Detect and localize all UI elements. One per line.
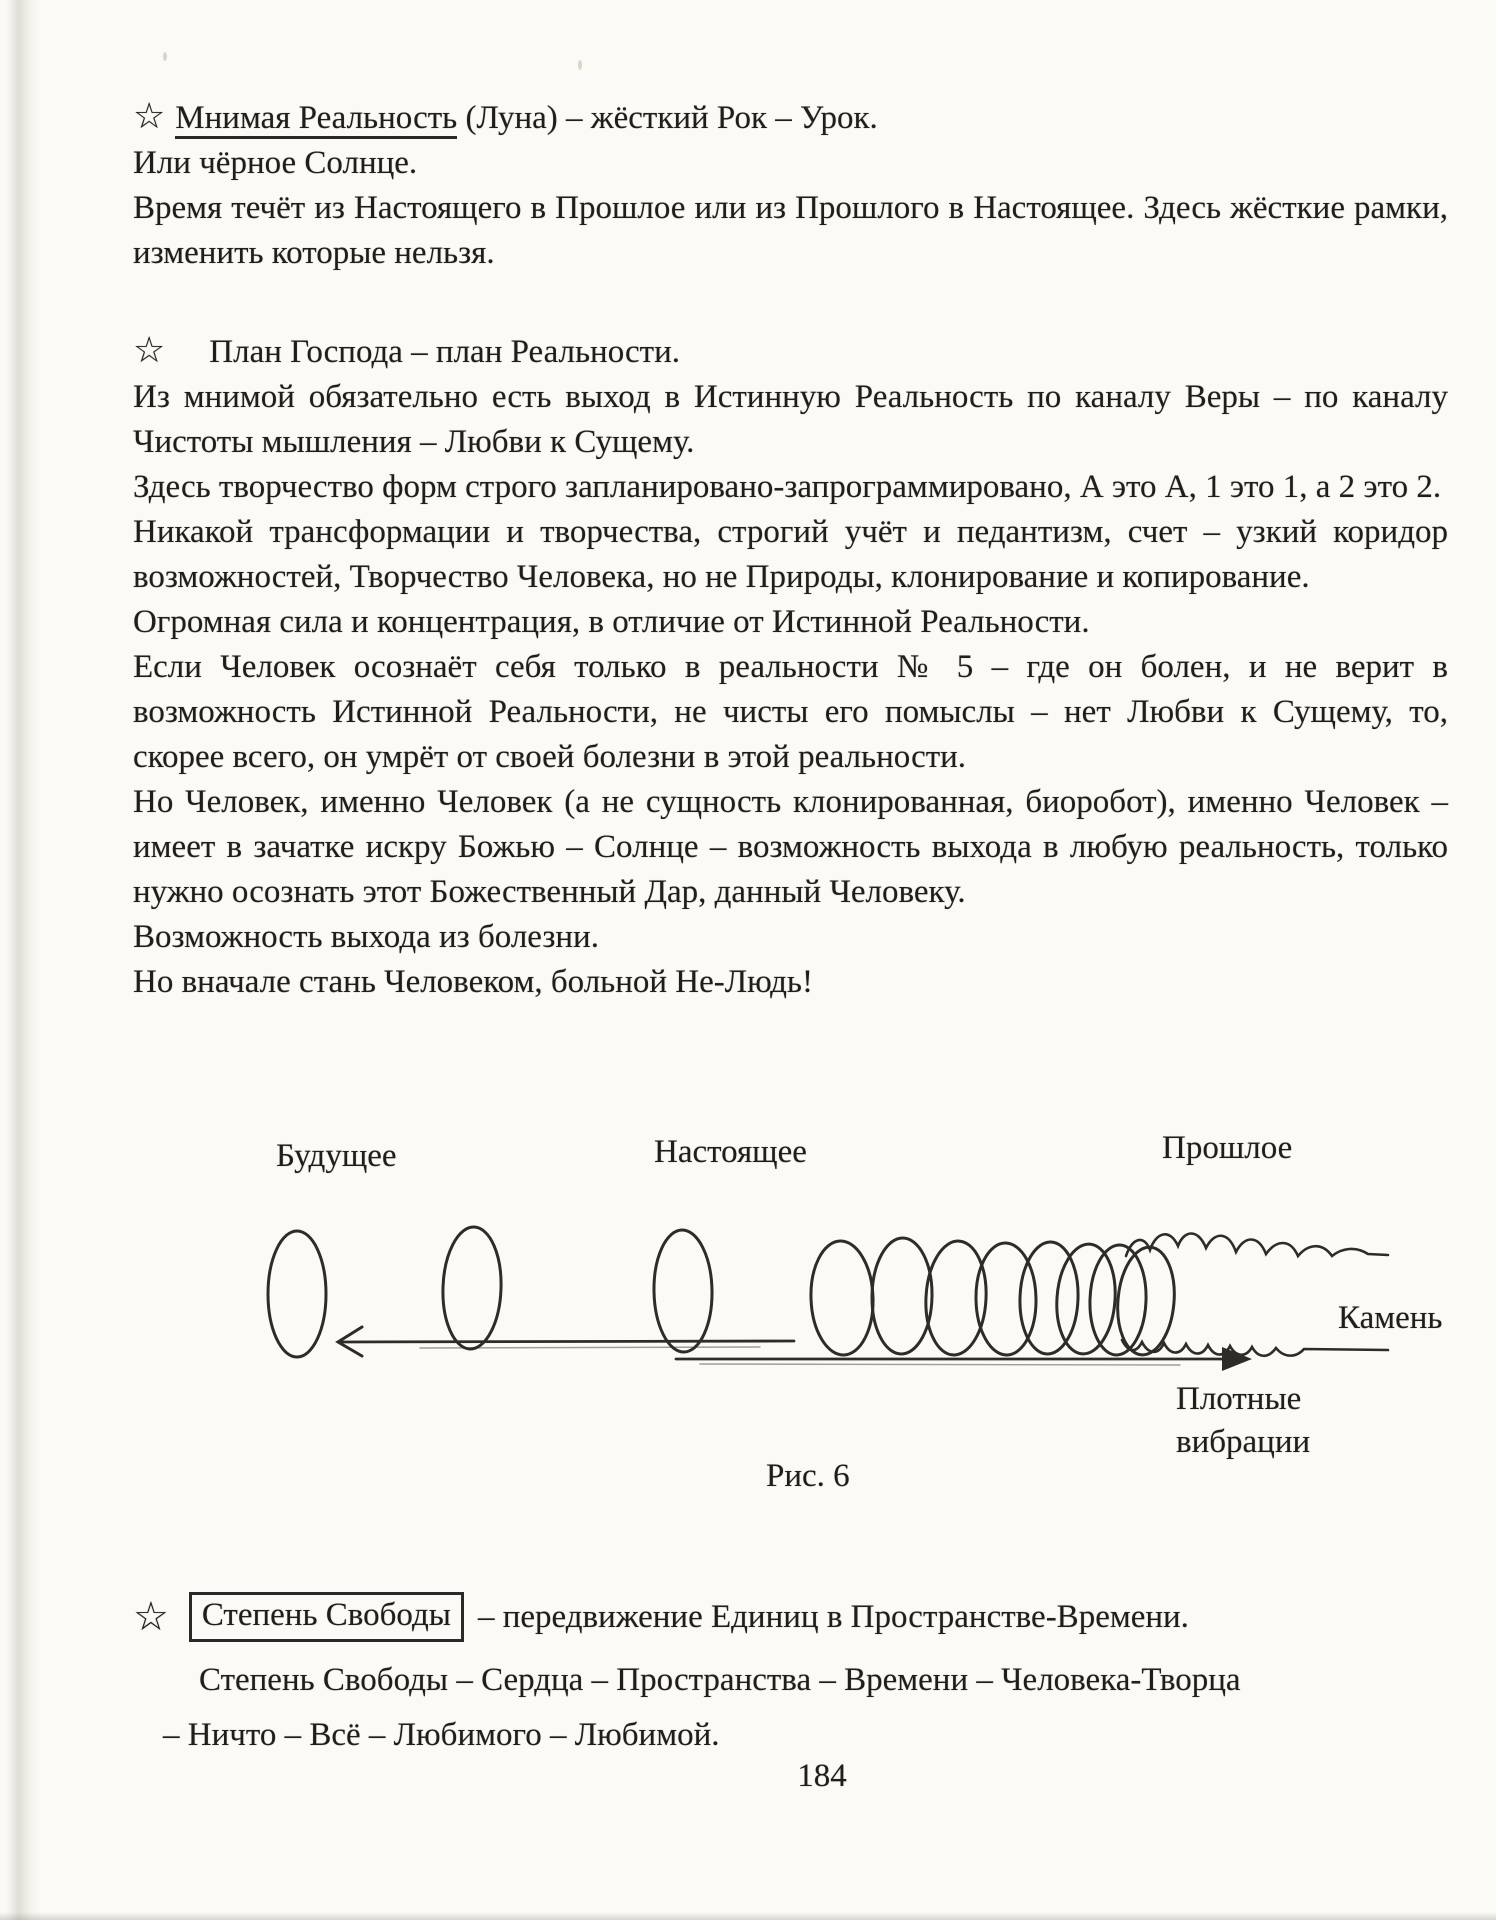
- paragraph: Возможность выхода из болезни.: [133, 919, 599, 955]
- scan-bottom-edge: [0, 1912, 1496, 1920]
- section-imaginary-reality: [133, 94, 1448, 276]
- imaginary-reality-lead: [133, 94, 1448, 141]
- paragraph: Если Человек осознаёт себя только в реальности № 5 – где он болен, и не верит в возможность Истинной Реальности, не чисты его помыслы – нет Любви к Сущему, то, скорее всего, он умрёт от своей болезни в этой реальности.: [133, 649, 1448, 775]
- figure-rys-6: [0, 1128, 1496, 1512]
- scan-speck: [163, 52, 167, 61]
- paragraph: Из мнимой обязательно есть выход в Истинную Реальность по каналу Веры – по каналу Чистоты мышления – Любви к Сущему.: [133, 379, 1448, 460]
- dense-vibrations-line1: Плотные: [1176, 1381, 1302, 1417]
- dense-ellipse: [1053, 1242, 1119, 1356]
- lead-rest-text: – передвижение Единиц в Пространстве-Времени.: [477, 1598, 1189, 1635]
- paragraph: Огромная сила и концентрация, в отличие от Истинной Реальности.: [133, 604, 1090, 640]
- ellipse-future: [268, 1231, 326, 1357]
- paragraph: Но Человек, именно Человек (а не сущность клонированная, биоробот), именно Человек – имеет в зачатке искру Божью – Солнце – возможность выхода в любую реальность, только нужно осознать этот Божественный Дар, данный Человеку.: [133, 784, 1448, 910]
- lead-rest-text: (Луна) – жёсткий Рок – Урок.: [457, 100, 878, 136]
- section-degree-of-freedom: [133, 1592, 1483, 1754]
- figure-label-future: Будущее: [276, 1138, 397, 1174]
- section-gods-plan: [133, 328, 1448, 1005]
- dense-vibrations-line2: вибрации: [1176, 1424, 1311, 1460]
- underlined-term: Мнимая Реальность: [175, 100, 457, 139]
- main-text: [133, 94, 1448, 1005]
- wave-top: [1126, 1234, 1388, 1257]
- ellipse-middle: [441, 1226, 503, 1350]
- star-icon: ☆: [133, 96, 166, 137]
- figure-caption: Рис. 6: [766, 1458, 850, 1494]
- dense-ellipse: [871, 1237, 933, 1354]
- paragraph: Никакой трансформации и творчества, строгий учёт и педантизм, счет – узкий коридор возможностей, Творчество Человека, но не Природы, клонирование и копирование.: [133, 514, 1448, 595]
- figure-label-dense-vibrations: [1176, 1378, 1310, 1464]
- figure-label-stone: Камень: [1338, 1300, 1443, 1336]
- dense-ellipse: [809, 1240, 875, 1356]
- page-number: 184: [797, 1758, 847, 1794]
- ellipse-present: [653, 1230, 713, 1353]
- degree-of-freedom-line3: – Ничто – Всё – Любимого – Любимой.: [163, 1717, 720, 1753]
- figure-label-past: Прошлое: [1162, 1130, 1293, 1166]
- degree-of-freedom-lead: [133, 1592, 1483, 1642]
- paragraph: Здесь творчество форм строго запланировано-запрограммировано, А это А, 1 это 1, а 2 это 2.: [133, 469, 1442, 505]
- degree-of-freedom-line2: Степень Свободы – Сердца – Пространства – Времени – Человека-Творца: [199, 1662, 1241, 1698]
- time-arrow-left: [338, 1327, 794, 1356]
- star-icon: ☆: [133, 1594, 169, 1640]
- scan-speck: [578, 60, 582, 70]
- gods-plan-heading: [133, 328, 1448, 375]
- scan-spine-shadow: [6, 0, 42, 1920]
- paragraph: Но вначале стань Человеком, больной Не-Людь!: [133, 964, 813, 1000]
- paragraph: Время течёт из Настоящего в Прошлое или из Прошлого в Настоящее. Здесь жёсткие рамки, изменить которые нельзя.: [133, 190, 1448, 271]
- paragraph: Или чёрное Солнце.: [133, 145, 418, 181]
- star-icon: ☆: [133, 330, 166, 371]
- heading-text: План Господа – план Реальности.: [209, 334, 680, 370]
- dense-ellipse-cluster: [809, 1237, 1179, 1357]
- figure-label-present: Настоящее: [654, 1134, 807, 1170]
- boxed-term: Степень Свободы: [189, 1592, 464, 1642]
